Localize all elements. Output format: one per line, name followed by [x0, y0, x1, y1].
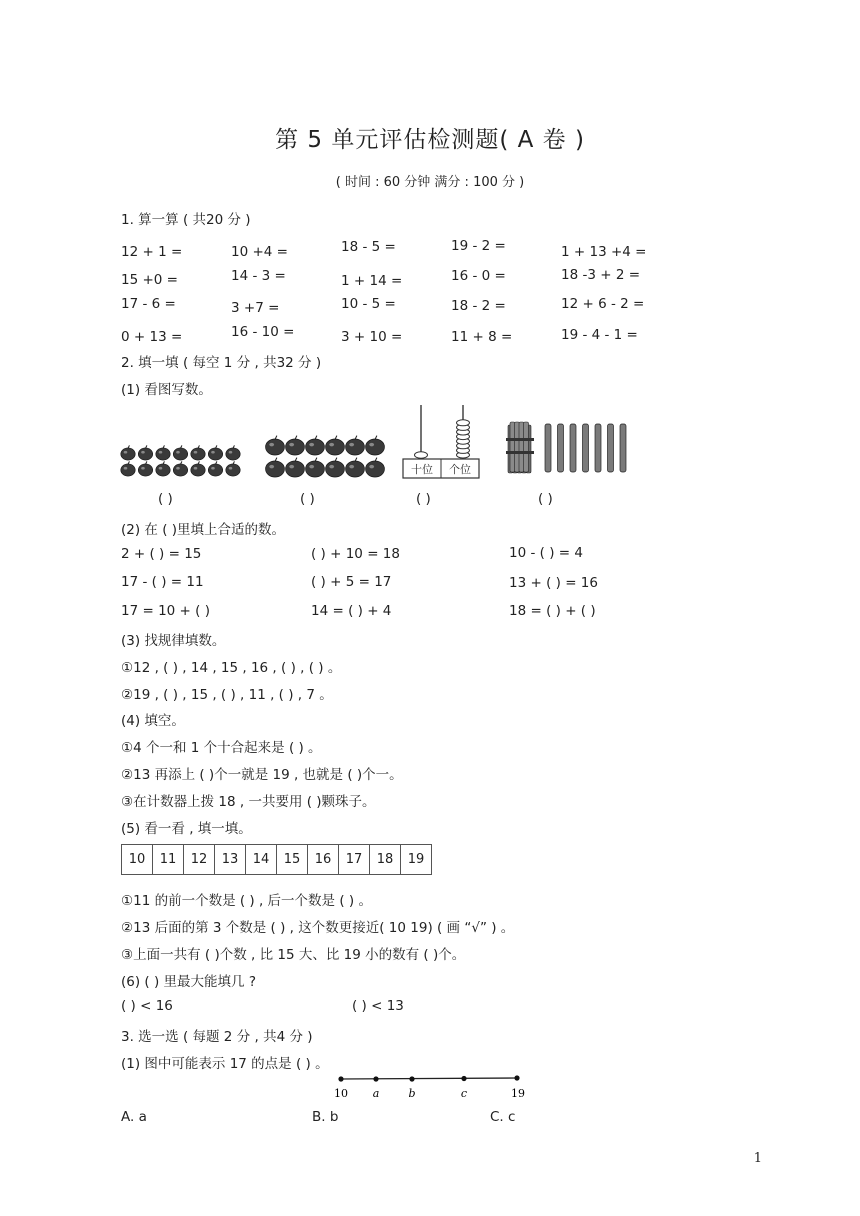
q2-p6-title: (6) ( ) 里最大能填几 ? [121, 974, 256, 990]
apple-icon [138, 461, 152, 476]
q1-calc-item[interactable]: 18 - 2 = [451, 298, 506, 314]
q1-calc-item[interactable]: 12 + 6 - 2 = [561, 296, 645, 312]
q2-heading: 2. 填一填 ( 每空 1 分 , 共32 分 ) [121, 355, 322, 371]
q1-calc-item[interactable]: 0 + 13 = [121, 329, 183, 345]
page-subtitle: ( 时间 : 60 分钟 满分 : 100 分 ) [335, 175, 525, 190]
apple-icon [226, 445, 240, 460]
number-table [121, 844, 432, 875]
q2-p2-title: (2) 在 ( )里填上合适的数。 [121, 522, 286, 538]
q1-calc-item[interactable]: 17 - 6 = [121, 296, 176, 312]
number-cell: 16 [308, 845, 339, 875]
q2-p1-title: (1) 看图写数。 [121, 382, 212, 398]
q2-p5-line-2[interactable]: ②13 后面的第 3 个数是 ( ) , 这个数更接近( 10 19) ( 画 “√” ) 。 [121, 920, 515, 936]
apple-icon [346, 458, 365, 477]
q1-calc-item[interactable]: 12 + 1 = [121, 244, 183, 260]
q1-calc-item[interactable]: 14 - 3 = [231, 268, 286, 284]
number-line-label-c: c [460, 1087, 468, 1100]
apple-group-small-picture [120, 443, 250, 483]
q3-p1-title: (1) 图中可能表示 17 的点是 ( ) 。 [121, 1056, 329, 1072]
q1-calc-item[interactable]: 18 - 5 = [341, 239, 396, 255]
q2-p4-line-3[interactable]: ③在计数器上拨 18 , 一共要用 ( )颗珠子。 [121, 794, 376, 810]
apple-icon [286, 458, 305, 477]
apple-icon [156, 461, 170, 476]
single-stick [570, 424, 576, 472]
single-stick [608, 424, 614, 472]
single-stick [583, 424, 589, 472]
q1-calc-item[interactable]: 1 + 13 +4 = [561, 244, 647, 260]
single-stick [545, 424, 551, 472]
q2-p2-item[interactable]: 17 = 10 + ( ) [121, 603, 210, 619]
apple-icon [121, 445, 135, 460]
apple-icon [346, 436, 365, 455]
q2-p2-item[interactable]: 17 - ( ) = 11 [121, 574, 204, 590]
q2-p4-line-1[interactable]: ①4 个一和 1 个十合起来是 ( ) 。 [121, 740, 322, 756]
q2-p2-item[interactable]: 10 - ( ) = 4 [509, 545, 583, 561]
q2-p3-title: (3) 找规律填数。 [121, 633, 226, 649]
page-title: 第 5 单元评估检测题( A 卷 ) [275, 127, 585, 153]
q2-p5-title: (5) 看一看 , 填一填。 [121, 821, 252, 837]
q2-p4-line-2[interactable]: ②13 再添上 ( )个一就是 19 , 也就是 ( )个一。 [121, 767, 403, 783]
q2-p1-blank-1[interactable]: ( ) [158, 491, 173, 507]
number-cell: 19 [401, 845, 432, 875]
q3-heading: 3. 选一选 ( 每题 2 分 , 共4 分 ) [121, 1029, 313, 1045]
single-stick [558, 424, 564, 472]
apple-icon [138, 445, 152, 460]
q2-p5-line-1[interactable]: ①11 的前一个数是 ( ) , 后一个数是 ( ) 。 [121, 893, 372, 909]
q1-calc-item[interactable]: 19 - 4 - 1 = [561, 327, 638, 343]
apple-icon [191, 445, 205, 460]
apple-icon [366, 436, 385, 455]
abacus-bead [457, 420, 470, 426]
q2-p6-item-1[interactable]: ( ) < 16 [121, 998, 173, 1014]
apple-icon [226, 461, 240, 476]
q2-p2-item[interactable]: ( ) + 10 = 18 [311, 546, 400, 562]
number-cell: 10 [122, 845, 153, 875]
q1-calc-item[interactable]: 10 +4 = [231, 244, 288, 260]
apple-icon [121, 461, 135, 476]
q3-option-b[interactable]: B. b [312, 1109, 339, 1125]
apple-icon [208, 461, 222, 476]
q2-p2-item[interactable]: 13 + ( ) = 16 [509, 575, 598, 591]
q1-calc-item[interactable]: 15 +0 = [121, 272, 178, 288]
single-stick [620, 424, 626, 472]
q3-option-a[interactable]: A. a [121, 1109, 147, 1125]
apple-icon [266, 458, 285, 477]
q2-p1-blank-3[interactable]: ( ) [416, 491, 431, 507]
q1-calc-item[interactable]: 16 - 0 = [451, 268, 506, 284]
abacus-picture [402, 400, 482, 480]
q1-calc-item[interactable]: 16 - 10 = [231, 324, 295, 340]
apple-icon [326, 436, 345, 455]
abacus-label-tens: 十位 [411, 463, 433, 476]
q1-calc-item[interactable]: 10 - 5 = [341, 296, 396, 312]
q2-p5-line-3[interactable]: ③上面一共有 ( )个数 , 比 15 大、比 19 小的数有 ( )个。 [121, 947, 466, 963]
q1-heading: 1. 算一算 ( 共20 分 ) [121, 212, 251, 228]
apple-icon [266, 436, 285, 455]
q1-calc-item[interactable]: 3 +7 = [231, 300, 280, 316]
sticks-bundle-picture [505, 418, 635, 478]
q2-p6-item-2[interactable]: ( ) < 13 [352, 998, 404, 1014]
q1-calc-item[interactable]: 11 + 8 = [451, 329, 513, 345]
apple-icon [208, 445, 222, 460]
apple-icon [326, 458, 345, 477]
page-number: 1 [753, 1151, 762, 1166]
q1-calc-item[interactable]: 3 + 10 = [341, 329, 403, 345]
q2-p3-line-1[interactable]: ①12 , ( ) , 14 , 15 , 16 , ( ) , ( ) 。 [121, 660, 342, 676]
bundle-tie [506, 438, 534, 441]
q2-p2-item[interactable]: 18 = ( ) + ( ) [509, 603, 596, 619]
apple-icon [306, 436, 325, 455]
q1-calc-item[interactable]: 19 - 2 = [451, 238, 506, 254]
number-cell: 11 [153, 845, 184, 875]
apple-icon [191, 461, 205, 476]
q2-p3-line-2[interactable]: ②19 , ( ) , 15 , ( ) , 11 , ( ) , 7 。 [121, 687, 333, 703]
apple-icon [286, 436, 305, 455]
apple-icon [306, 458, 325, 477]
number-line-label-a: a [372, 1087, 380, 1100]
single-stick [595, 424, 601, 472]
q2-p2-item[interactable]: ( ) + 5 = 17 [311, 574, 392, 590]
number-cell: 14 [246, 845, 277, 875]
apple-icon [366, 458, 385, 477]
q1-calc-item[interactable]: 18 -3 + 2 = [561, 267, 641, 283]
q2-p2-item[interactable]: 14 = ( ) + 4 [311, 603, 392, 619]
q2-p1-blank-2[interactable]: ( ) [300, 491, 315, 507]
abacus-label-ones: 个位 [449, 463, 471, 476]
bundle-tie [506, 451, 534, 454]
q2-p4-title: (4) 填空。 [121, 713, 185, 729]
number-cell: 18 [370, 845, 401, 875]
stick-in-bundle [524, 422, 529, 472]
apple-icon [173, 445, 187, 460]
number-cell: 12 [184, 845, 215, 875]
tomato-group-picture [264, 436, 384, 480]
number-line-label-end: 19 [511, 1087, 525, 1100]
number-line-diagram [330, 1072, 530, 1102]
number-line-label-start: 10 [334, 1087, 348, 1100]
q3-option-c[interactable]: C. c [490, 1109, 516, 1125]
number-cell: 17 [339, 845, 370, 875]
apple-icon [156, 445, 170, 460]
number-cell: 13 [215, 845, 246, 875]
apple-icon [173, 461, 187, 476]
q2-p1-blank-4[interactable]: ( ) [538, 491, 553, 507]
q2-p2-item[interactable]: 2 + ( ) = 15 [121, 546, 202, 562]
number-cell: 15 [277, 845, 308, 875]
q1-calc-item[interactable]: 1 + 14 = [341, 273, 403, 289]
number-line-label-b: b [408, 1087, 416, 1100]
